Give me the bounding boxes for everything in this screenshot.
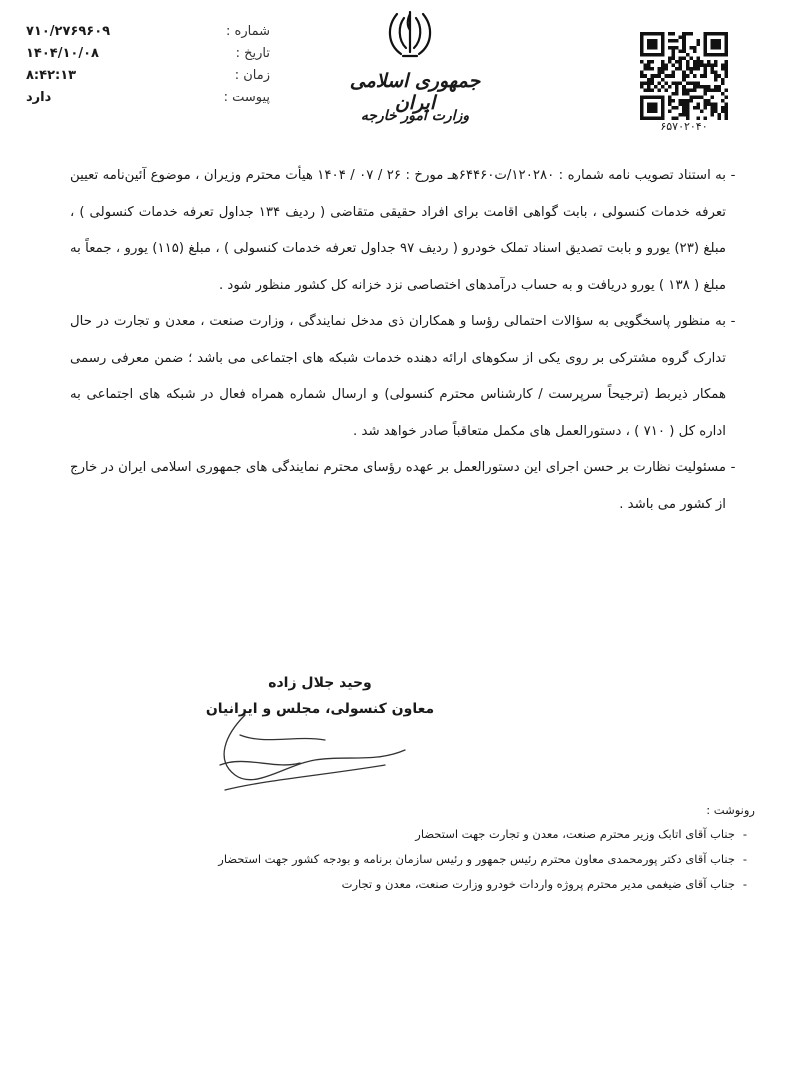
letter-body	[70, 158, 740, 523]
qr-code-number: ۶۵۷۰۲۰۴۰	[660, 120, 708, 133]
signer-title: معاون کنسولی، مجلس و ایرانیان	[205, 701, 435, 717]
document-metadata	[20, 20, 270, 108]
paragraph-text: به منظور پاسخگویی به سؤالات احتمالی رؤسا و همکاران ذی مدخل نمایندگی ، وزارت صنعت ، معدن و تجارت در حال تدارک گروه مشترکی بر روی یکی از سکوهای ارائه دهنده خدمات شبکه های اجتماعی می باشد ؛ ضمن معرفی رسمی همکار ذیربط (ترجیحاً سرپرست / کارشناس محترم کنسولی) و ارسال شماره همراه فعال در شبکه های اجتماعی به اداره کل ( ۷۱۰ ) ، دستورالعمل های مکمل متعاقباً صادر خواهد شد .	[70, 314, 726, 439]
cc-dash: -	[742, 852, 748, 866]
number-label: شماره :	[226, 23, 270, 39]
date-label: تاریخ :	[235, 45, 270, 61]
paragraph-bullet: -	[730, 314, 736, 329]
time-label: زمان :	[234, 67, 270, 83]
cc-heading: رونوشت :	[706, 803, 755, 817]
cc-item	[150, 847, 755, 872]
attachment-value: دارد	[26, 89, 52, 105]
cc-item-text: جناب آقای دکتر پورمحمدی معاون محترم رئیس جمهور و رئیس سازمان برنامه و بودجه کشور جهت استحضار	[218, 852, 735, 866]
time-row	[20, 64, 270, 86]
paragraph-text: به استناد تصویب نامه شماره : ۱۲۰۲۸۰/ت۶۴۴۶۰هـ مورخ : ۲۶ / ۰۷ / ۱۴۰۴ هیأت محترم وزیران ، موضوع آئین‌نامه تعیین تعرفه خدمات کنسولی ، بابت گواهی اقامت برای افراد حقیقی متقاضی ( ردیف ۱۳۴ جداول تعرفه خدمات کنسولی ) ، مبلغ (۲۳) یورو و بابت تصدیق اسناد تملک خودرو ( ردیف ۹۷ جداول تعرفه خدمات کنسولی ) ، مبلغ (۱۱۵) یورو ، جمعاً به مبلغ ( ۱۳۸ ) یورو دریافت و به حساب درآمدهای اختصاصی نزد خزانه کل کشور منظور شود .	[70, 168, 726, 293]
cc-section	[150, 798, 755, 897]
iran-emblem-icon	[385, 8, 435, 66]
cc-item-text: جناب آقای اتابک وزیر محترم صنعت، معدن و تجارت جهت استحضار	[415, 827, 735, 841]
cc-dash: -	[742, 877, 748, 891]
time-value: ۸:۴۲:۱۳	[26, 67, 77, 83]
date-row	[20, 42, 270, 64]
signer-name: وحید جلال زاده	[268, 675, 372, 691]
paragraph-1	[70, 158, 740, 304]
paragraph-bullet: -	[730, 168, 736, 183]
paragraph-bullet: -	[730, 460, 736, 475]
ministry-name: وزارت امور خارجه	[360, 108, 470, 124]
handwritten-signature	[205, 705, 445, 800]
number-row	[20, 20, 270, 42]
paragraph-2	[70, 304, 740, 450]
government-name: جمهوری اسلامی ایران	[349, 70, 481, 114]
attachment-row	[20, 86, 270, 108]
paragraph-3	[70, 450, 740, 523]
qr-code-icon	[640, 32, 728, 120]
paragraph-text: مسئولیت نظارت بر حسن اجرای این دستورالعمل بر عهده رؤسای محترم نمایندگی های جمهوری اسلامی ایران در خارج از کشور می باشد .	[70, 460, 726, 512]
date-value: ۱۴۰۴/۱۰/۰۸	[26, 45, 99, 61]
cc-dash: -	[742, 827, 748, 841]
cc-item	[150, 822, 755, 847]
cc-item-text: جناب آقای ضیغمی مدیر محترم پروژه واردات خودرو وزارت صنعت، معدن و تجارت	[341, 877, 735, 891]
number-value: ۷۱۰/۲۷۶۹۶۰۹	[26, 23, 111, 39]
attachment-label: پیوست :	[223, 89, 270, 105]
cc-item	[150, 872, 755, 897]
